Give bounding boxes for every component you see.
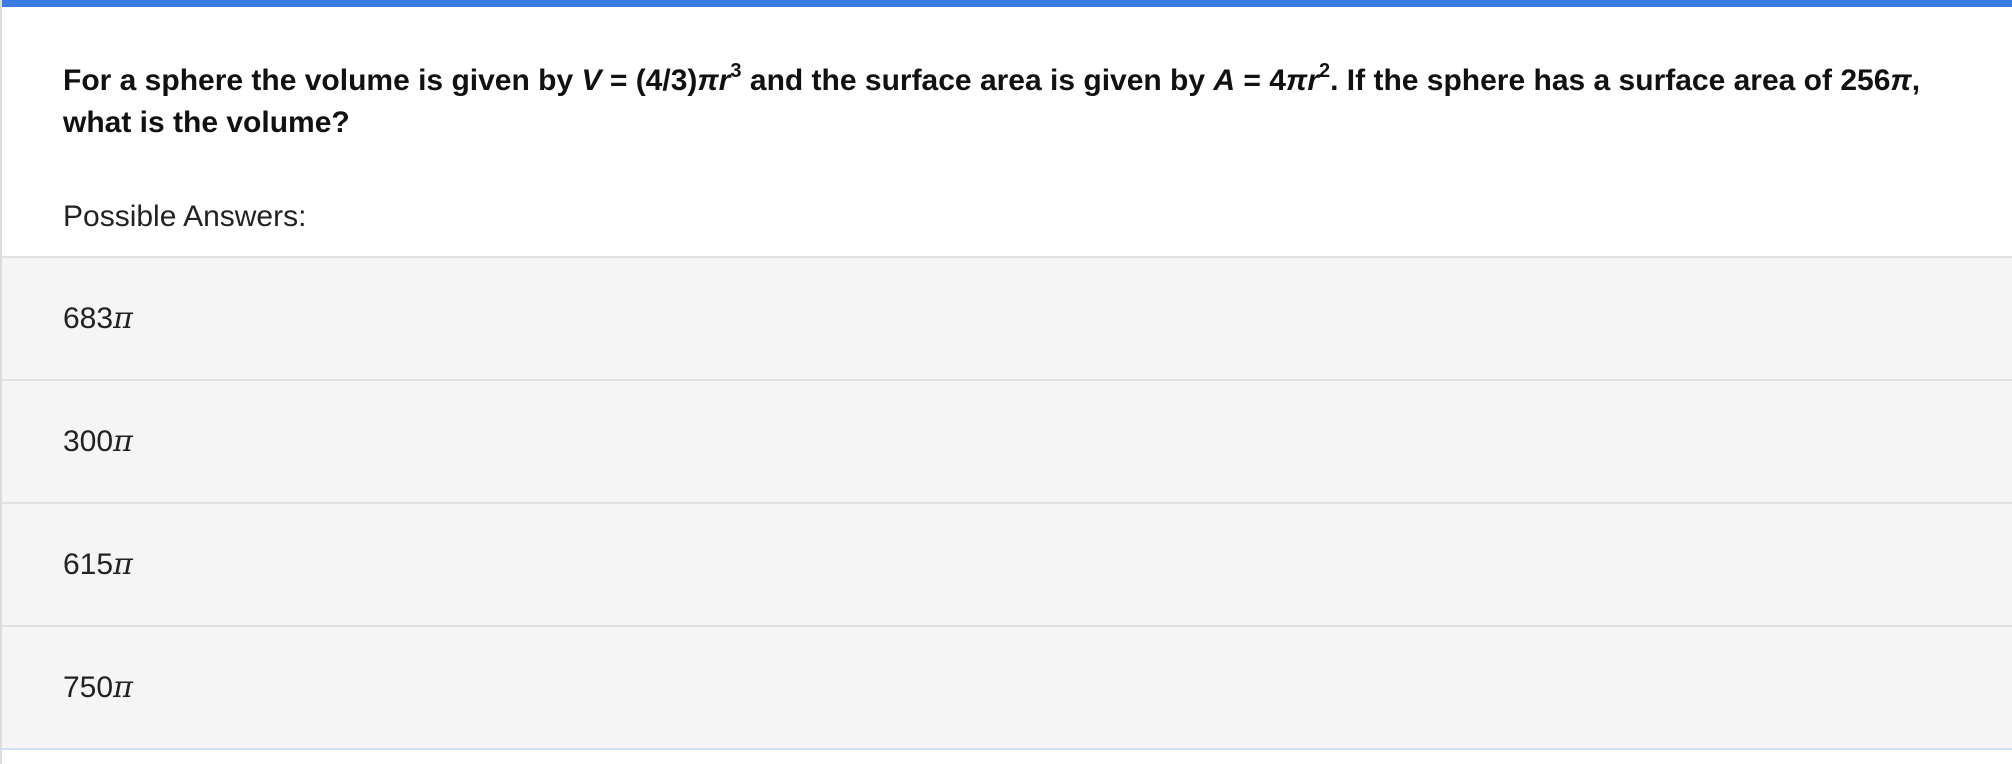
answer-option[interactable] xyxy=(2,504,2012,627)
pi-symbol: π xyxy=(113,547,133,582)
question-segment: For a sphere the volume is given by xyxy=(63,64,582,97)
pi-symbol: π xyxy=(113,424,133,459)
question-segment: and the surface area is given by xyxy=(741,64,1214,97)
exponent: 2 xyxy=(1319,60,1331,82)
answer-number: 750 xyxy=(63,671,114,704)
question-segment: . If the sphere has a surface area of 256 xyxy=(1330,64,1891,97)
exponent: 3 xyxy=(730,60,742,82)
pi-symbol: π xyxy=(113,670,133,705)
answer-list xyxy=(2,256,2012,750)
answer-text xyxy=(63,424,133,459)
pi-symbol: π xyxy=(697,64,719,97)
question-segment: = (4/3) xyxy=(601,64,698,97)
answer-option[interactable] xyxy=(2,381,2012,504)
question-segment: = 4 xyxy=(1235,64,1286,97)
top-accent-bar xyxy=(2,0,2012,7)
area-variable: A xyxy=(1213,64,1236,97)
radius-variable: r xyxy=(718,64,731,97)
volume-variable: V xyxy=(581,64,602,97)
answer-number: 615 xyxy=(63,548,114,581)
answer-option[interactable] xyxy=(2,258,2012,381)
answer-text xyxy=(63,301,133,336)
answer-number: 300 xyxy=(63,425,114,458)
pi-symbol: π xyxy=(113,301,133,336)
possible-answers-label: Possible Answers: xyxy=(63,200,307,233)
answer-number: 683 xyxy=(63,302,114,335)
answer-text xyxy=(63,547,133,582)
question-text xyxy=(63,60,1993,144)
pi-symbol: π xyxy=(1285,64,1308,97)
radius-variable: r xyxy=(1307,64,1319,97)
answer-option[interactable] xyxy=(2,627,2012,750)
pi-symbol: π xyxy=(1890,64,1912,97)
question-segment: , what is the volume? xyxy=(63,64,1921,139)
answer-text xyxy=(63,670,133,705)
